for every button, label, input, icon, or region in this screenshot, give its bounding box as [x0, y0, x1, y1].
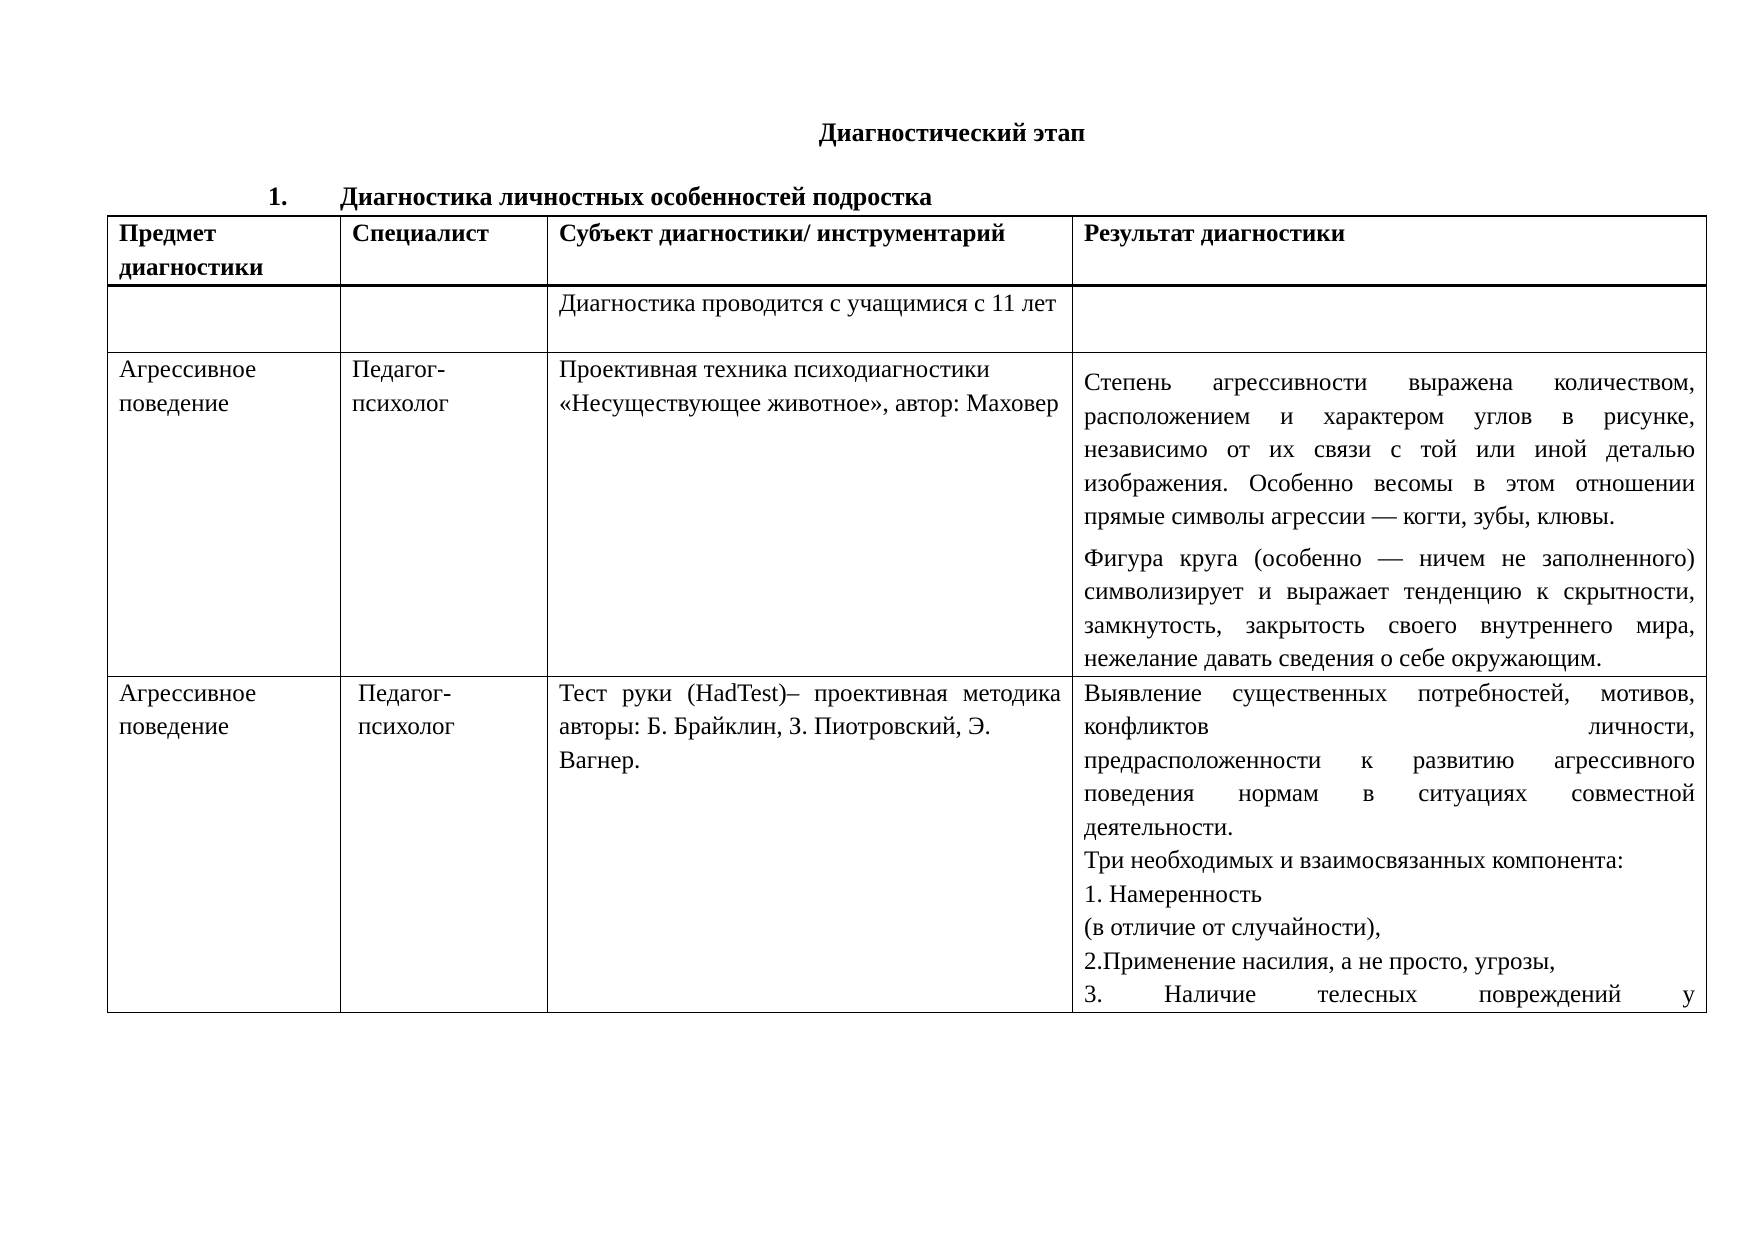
result-line: Три необходимых и взаимосвязанных компонента:	[1084, 847, 1624, 874]
section-number: 1.	[268, 182, 288, 211]
table-row	[108, 286, 1707, 353]
result-line: 3. Наличие телесных повреждений у	[1084, 981, 1695, 1008]
result-paragraph: Фигура круга (особенно — ничем не заполненного) символизирует и выражает тенденцию к скрытности, замкнутость, закрытость своего внутреннего мира, нежелание давать сведения о себе окружающим.	[1084, 544, 1695, 672]
table-row	[108, 676, 1707, 1012]
page-title: Диагностический этап	[818, 118, 1086, 147]
cell-result	[1073, 676, 1707, 1012]
cell-result	[1073, 353, 1707, 677]
cell-specialist: Педагог-психолог	[341, 676, 548, 1012]
cell-subject	[108, 286, 341, 353]
header-tool: Субъект диагностики/ инструментарий	[548, 216, 1073, 286]
result-paragraph: Степень агрессивности выражена количеством, расположением и характером углов в рисунке, независимо от их связи с той или иной деталью изображения. Особенно весомы в этом отношении прямые символы агрессии — когти, зубы, клювы.	[1084, 369, 1695, 530]
diagnostics-table	[107, 215, 1707, 1013]
cell-tool	[548, 676, 1073, 1012]
cell-tool: Проективная техника психодиагностики «Несуществующее животное», автор: Маховер	[548, 353, 1073, 677]
cell-specialist	[341, 286, 548, 353]
tool-authors: авторы: Б. Брайклин, З. Пиотровский, Э. Вагнер.	[559, 713, 991, 774]
section-label: Диагностика личностных особенностей подростка	[340, 182, 933, 211]
result-line: (в отличие от случайности),	[1084, 914, 1381, 941]
cell-subject: Агрессивное поведение	[108, 353, 341, 677]
result-line: 1. Намеренность	[1084, 880, 1262, 908]
result-line: 2.Применение насилия, а не просто, угрозы,	[1084, 947, 1556, 975]
cell-tool: Диагностика проводится с учащимися с 11 лет	[548, 286, 1073, 353]
cell-result	[1073, 286, 1707, 353]
cell-subject: Агрессивное поведение	[108, 676, 341, 1012]
table-header-row	[108, 216, 1707, 286]
header-specialist: Специалист	[341, 216, 548, 286]
cell-specialist: Педагог-психолог	[341, 353, 548, 677]
result-line: предрасположенности к развитию агрессивного поведения нормам в ситуациях совместной деятельности.	[1084, 746, 1695, 841]
result-line: Выявление существенных потребностей, мотивов, конфликтов личности,	[1084, 679, 1695, 740]
header-result: Результат диагностики	[1073, 216, 1707, 286]
tool-name: Тест руки (HadTest)– проективная методика	[559, 679, 1061, 707]
section-heading	[268, 182, 932, 212]
table-row	[108, 353, 1707, 677]
header-subject: Предмет диагностики	[108, 216, 341, 286]
